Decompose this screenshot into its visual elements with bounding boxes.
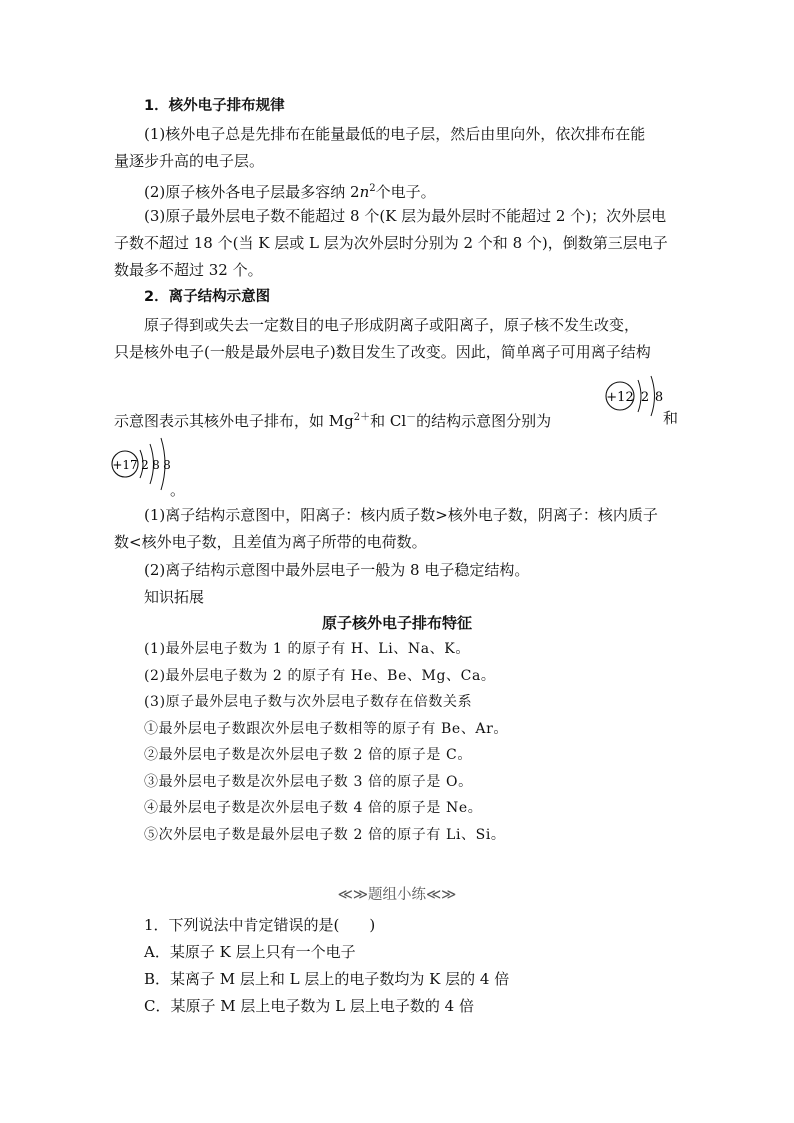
knowledge-item-1: (1)最外层电子数为 1 的原子有 H、Li、Na、K。 xyxy=(144,641,470,657)
section2-p1-line3 xyxy=(114,408,551,431)
practice-question: 1．下列说法中肯定错误的是( ) xyxy=(144,916,376,934)
cl-shell-3: 8 xyxy=(163,458,171,472)
section1-p2-var: n xyxy=(359,183,370,201)
knowledge-item-6: ③最外层电子数是次外层电子数 3 倍的原子是 O。 xyxy=(144,774,473,790)
mg-shell-1: 2 xyxy=(640,390,650,405)
section1-p2-suffix: 个电子。 xyxy=(375,183,436,201)
section1-p2-sup: 2 xyxy=(369,183,376,194)
knowledge-item-7: ④最外层电子数是次外层电子数 4 倍的原子是 Ne。 xyxy=(144,800,483,816)
section2-p1-line2: 只是核外电子(一般是最外层电子)数目发生了改变。因此，简单离子可用离子结构 xyxy=(114,343,651,361)
section1-p3-line2: 子数不超过 18 个(当 K 层或 L 层为次外层时分别为 2 个和 8 个)，倒数第三层电子 xyxy=(114,234,668,252)
section1-p3-line3: 数最多不超过 32 个。 xyxy=(114,261,263,279)
cl-charge: － xyxy=(406,412,417,423)
section1-p1-line1: (1)核外电子总是先排布在能量最低的电子层，然后由里向外，依次排布在能 xyxy=(144,125,646,143)
mg-nucleus-label: +12 xyxy=(606,390,634,405)
knowledge-item-4: ①最外层电子数跟次外层电子数相等的原子有 Be、Ar。 xyxy=(144,721,509,737)
cl-nucleus-label: +17 xyxy=(112,458,138,472)
cl-shell-2: 8 xyxy=(152,458,160,472)
practice-title: ≪≫题组小练≪≫ xyxy=(337,887,457,903)
section2-p1-line1: 原子得到或失去一定数目的电子形成阴离子或阳离子，原子核不发生改变， xyxy=(144,316,640,334)
cl-shell-1: 2 xyxy=(141,458,149,472)
period-text: 。 xyxy=(170,481,186,499)
knowledge-item-3: (3)原子最外层电子数与次外层电子数存在倍数关系 xyxy=(144,694,473,710)
section2-note2: (2)离子结构示意图中最外层电子一般为 8 电子稳定结构。 xyxy=(144,561,530,579)
section1-p2 xyxy=(144,179,436,202)
and-text: 和 xyxy=(663,409,679,427)
section2-tail: 的结构示意图分别为 xyxy=(416,412,552,430)
mg-charge: 2＋ xyxy=(353,412,371,423)
section2-p1-line3-text: 示意图表示其核外电子排布，如 Mg xyxy=(114,412,354,430)
mg-shell-2: 8 xyxy=(654,390,664,405)
section1-p2-prefix: (2)原子核外各电子层最多容纳 2 xyxy=(144,183,360,201)
knowledge-title: 原子核外电子排布特征 xyxy=(321,614,472,632)
knowledge-item-2: (2)最外层电子数为 2 的原子有 He、Be、Mg、Ca。 xyxy=(144,668,496,684)
section1-p1-line2: 量逐步升高的电子层。 xyxy=(114,152,265,170)
section2-heading: 2．离子结构示意图 xyxy=(144,289,271,305)
knowledge-label: 知识拓展 xyxy=(144,588,205,606)
section2-note1-line1: (1)离子结构示意图中，阳离子：核内质子数>核外电子数，阴离子：核内质子 xyxy=(144,506,658,524)
practice-option-a: A．某原子 K 层上只有一个电子 xyxy=(144,943,356,961)
section2-mid: 和 Cl xyxy=(370,412,407,430)
practice-option-c: C．某原子 M 层上电子数为 L 层上电子数的 4 倍 xyxy=(144,997,474,1015)
practice-option-b: B．某离子 M 层上和 L 层上的电子数均为 K 层的 4 倍 xyxy=(144,970,510,988)
section1-p3-line1: (3)原子最外层电子数不能超过 8 个(K 层为最外层时不能超过 2 个)；次外层电 xyxy=(144,207,667,225)
section1-heading: 1．核外电子排布规律 xyxy=(144,98,285,114)
knowledge-item-5: ②最外层电子数是次外层电子数 2 倍的原子是 C。 xyxy=(144,747,472,763)
knowledge-item-8: ⑤次外层电子数是最外层电子数 2 倍的原子有 Li、Si。 xyxy=(144,827,506,843)
section2-note1-line2: 数<核外电子数，且差值为离子所带的电荷数。 xyxy=(114,533,427,551)
